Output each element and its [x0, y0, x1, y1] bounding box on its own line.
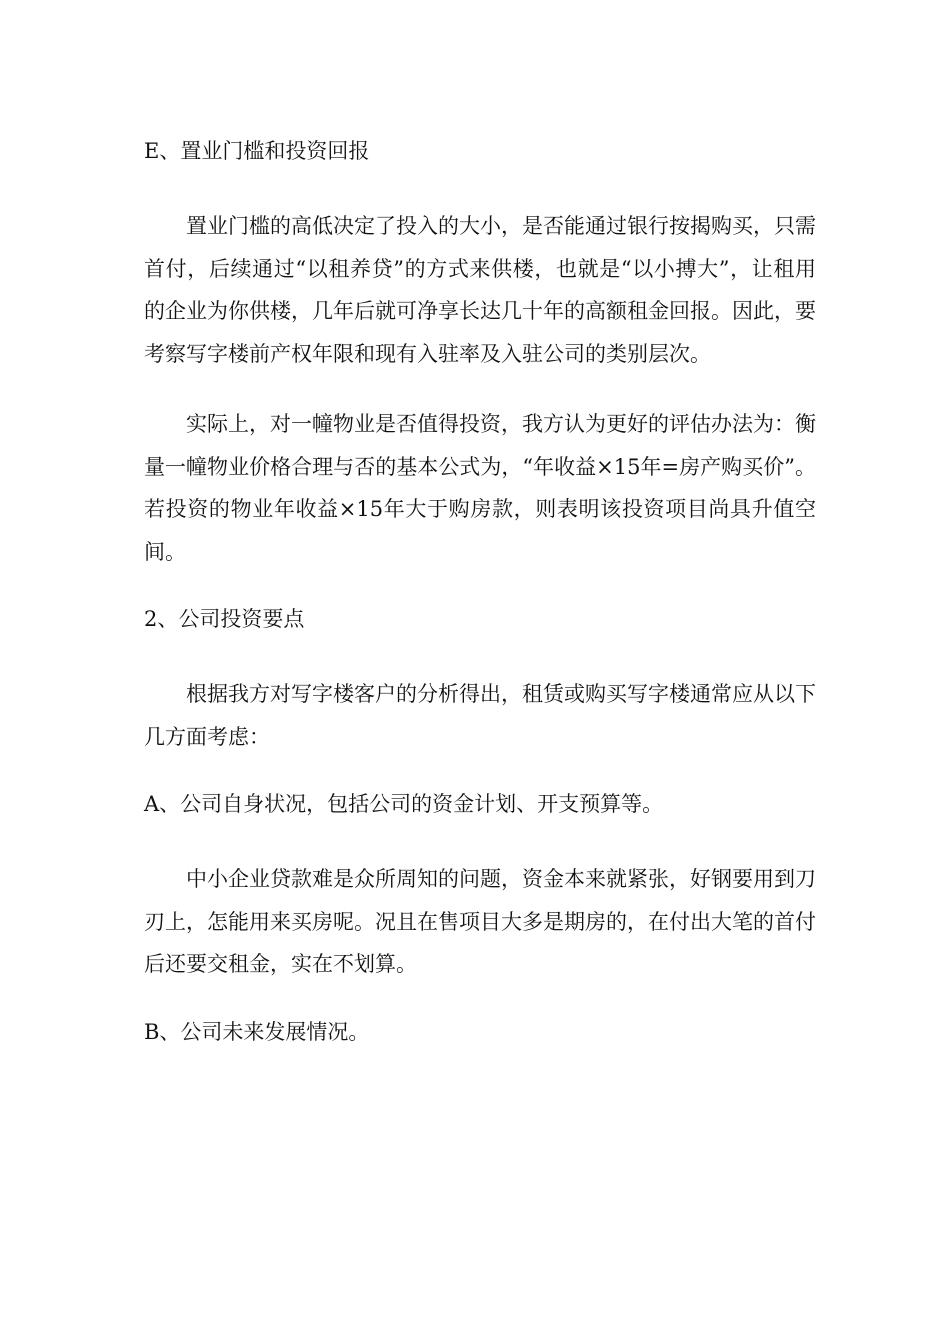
paragraph-sme-financing: 中小企业贷款难是众所周知的问题，资金本来就紧张，好钢要用到刀刃上，怎能用来买房呢。况且在售项目大多是期房的，在付出大笔的首付后还要交租金，实在不划算。 — [144, 867, 816, 976]
document-body — [144, 133, 816, 1086]
section-heading-investment-points: 2、公司投资要点 — [144, 607, 305, 631]
section-heading-company-status: A、公司自身状况，包括公司的资金计划、开支预算等。 — [144, 792, 664, 816]
section-heading-future-development: B、公司未来发展情况。 — [144, 1019, 370, 1044]
paragraph-valuation-formula: 实际上，对一幢物业是否值得投资，我方认为更好的评估办法为：衡量一幢物业价格合理与否的基本公式为，“年收益×15年=房产购买价”。若投资的物业年收益×15年大于购房款，则表明该投资项目尚具升值空间。 — [144, 412, 816, 564]
section-heading-entry-threshold: E、置业门槛和投资回报 — [144, 139, 370, 163]
paragraph-client-analysis: 根据我方对写字楼客户的分析得出，租赁或购买写字楼通常应从以下几方面考虑： — [144, 682, 816, 749]
paragraph-entry-threshold: 置业门槛的高低决定了投入的大小，是否能通过银行按揭购买，只需首付，后续通过“以租养贷”的方式来供楼，也就是“以小搏大”，让租用的企业为你供楼，几年后就可净享长达几十年的高额租金回报。因此，要考察写字楼前产权年限和现有入驻率及入驻公司的类别层次。 — [144, 214, 816, 366]
